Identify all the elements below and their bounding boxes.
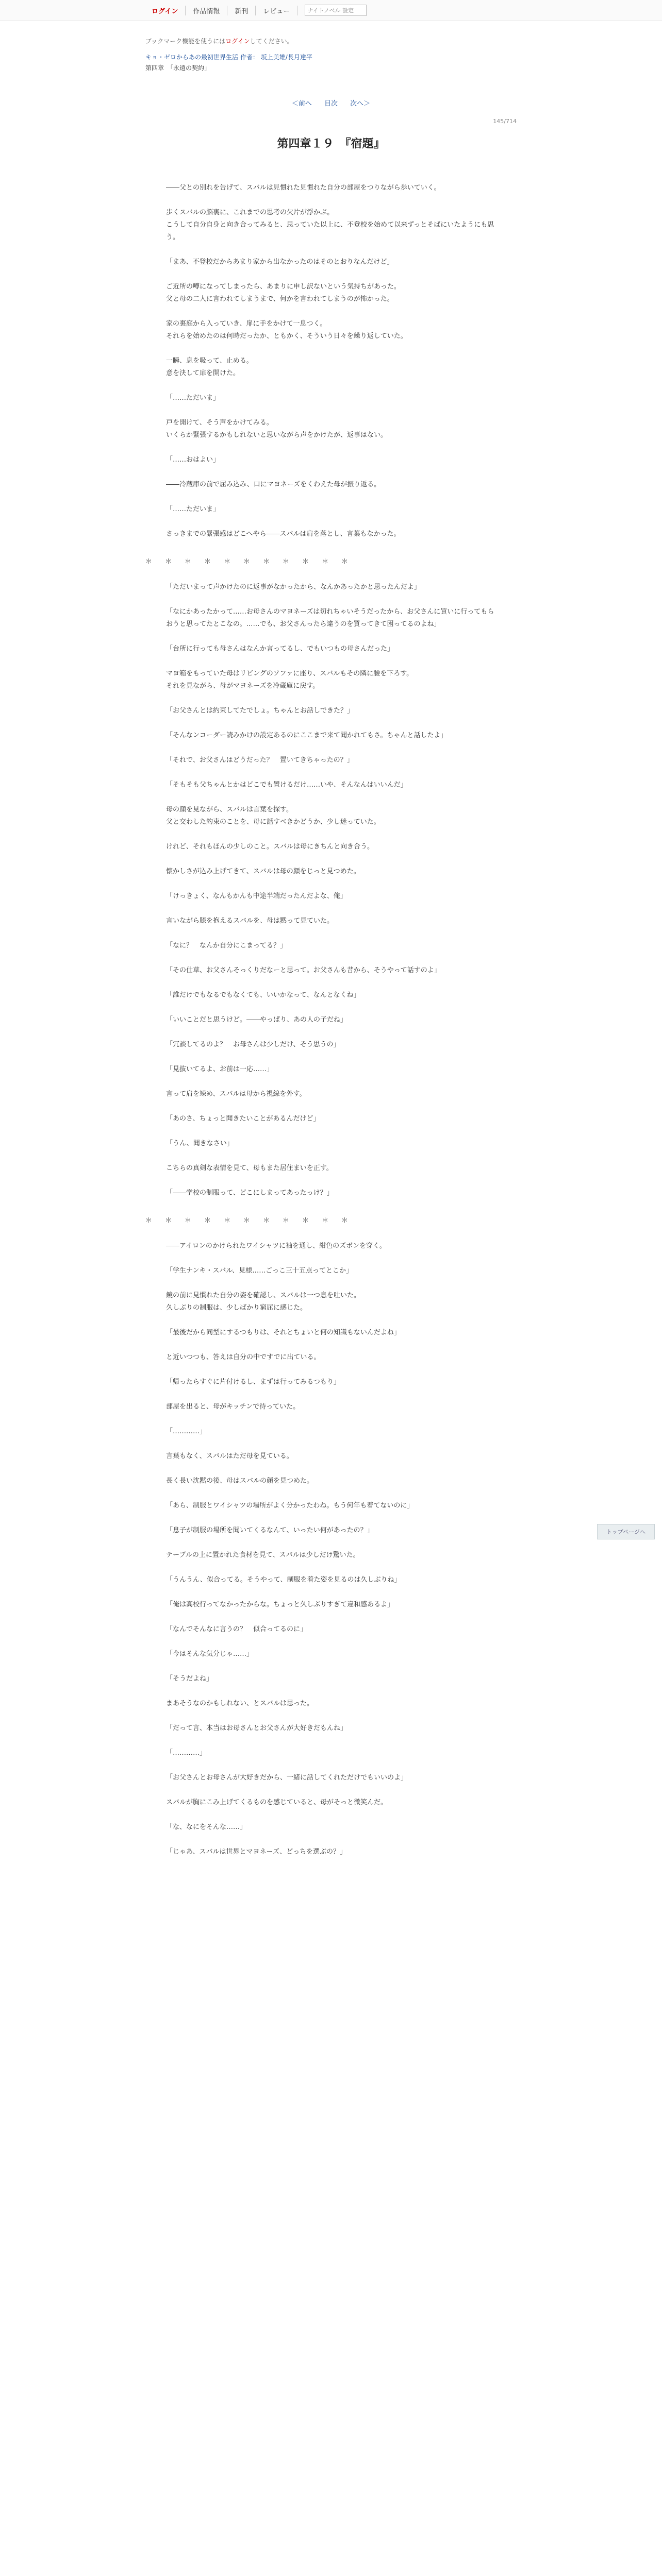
chapter-title: 第四章１９ 『宿題』 <box>277 138 385 150</box>
paragraph: 「学生ナンキ・スバル、見様……ごっこ三十五点ってとこか」 <box>166 1267 353 1275</box>
paragraph: 言って肩を竦め、スバルは母から視線を外す。 <box>166 1090 306 1098</box>
paragraph: 「見抜いてるよ、お前は一応……」 <box>166 1065 274 1073</box>
paragraph: 戸を開けて、そう声をかけてみる。 いくらか緊張するかもしれないと思いながら声をかけたが、返事はない。 <box>166 419 388 439</box>
table-of-contents-link[interactable]: 目次 <box>324 100 338 108</box>
chapter-pager <box>145 98 517 108</box>
paragraph: 「……ただいま」 <box>166 394 220 402</box>
paragraph: 「じゃあ、スバルは世界とマヨネーズ、どっちを選ぶの？」 <box>166 1848 346 1856</box>
novel-content <box>145 37 517 1858</box>
paragraph: ――アイロンのかけられたワイシャツに袖を通し、紺色のズボンを穿く。 <box>166 1242 386 1250</box>
chapter-breadcrumb: 第四章 「永遠の契約」 <box>145 64 211 72</box>
search-input[interactable]: ナイトノベル 設定 <box>305 5 367 16</box>
paragraph: 「けっきょく、なんもかんも中途半端だったんだよな、俺」 <box>166 892 347 900</box>
paragraph: 「……おはよい」 <box>166 456 220 464</box>
paragraph: 「あら、制服とワイシャツの場所がよく分かったわね。もう何年も着てないのに」 <box>166 1502 414 1510</box>
series-info <box>145 53 517 61</box>
login-link[interactable]: ログイン <box>144 6 186 15</box>
paragraph: 「あのさ、ちょっと聞きたいことがあるんだけど」 <box>166 1115 320 1123</box>
paragraph: 言いながら膝を抱えるスバルを、母は黙って見ていた。 <box>166 917 334 925</box>
top-navigation-bar <box>0 0 662 21</box>
nav-link-work-info[interactable]: 作品情報 <box>186 6 227 15</box>
scene-separator-2: ＊ ＊ ＊ ＊ ＊ ＊ ＊ ＊ ＊ ＊ ＊ <box>145 1217 352 1225</box>
series-title-link[interactable]: キョ・ゼロからあの最初世界生活 <box>145 54 239 61</box>
notice-login-link[interactable]: ログイン <box>225 38 250 45</box>
author-label: 作者： <box>240 54 259 61</box>
paragraph: 「まあ、不登校だからあまり家から出なかったのはそのとおりなんだけど」 <box>166 258 394 266</box>
paragraph: 長く長い沈黙の後、母はスバルの顔を見つめた。 <box>166 1477 314 1485</box>
author-link[interactable]: 坂上美雄/長月達平 <box>260 54 312 61</box>
paragraph: マヨ箱をもっていた母はリビングのソファに座り、スバルもその隣に腰を下ろす。 それを見ながら、母がマヨネーズを冷蔵庫に戻す。 <box>166 670 413 690</box>
body-part-b <box>145 581 517 1199</box>
paragraph: 「帰ったらすぐに片付けるし、まずは行ってみるつもり」 <box>166 1378 340 1386</box>
paragraph: テーブルの上に置かれた食材を見て、スバルは少しだけ驚いた。 <box>166 1551 360 1559</box>
paragraph: 「なにかあったかって……お母さんのマヨネーズは切れちゃいそうだったから、お父さんに買いに行ってもらおうと思ってたとこなの。……でも、お父さんったら違うのを買ってきて困ってるのよね」 <box>166 608 494 628</box>
paragraph: 家の裏庭から入っていき、扉に手をかけて一息つく。 それらを始めたのは何時だったか、ともかく、そういう日々を繰り返していた。 <box>166 320 407 340</box>
paragraph: ――冷蔵庫の前で屈み込み、口にマヨネーズをくわえた母が振り返る。 <box>166 481 381 488</box>
paragraph: 「そうだよね」 <box>166 1675 213 1683</box>
paragraph: 「そもそも父ちゃんとかはどこでも置けるだけ……いや、そんなんはいいんだ」 <box>166 781 407 789</box>
paragraph: 「誰だけでもなるでもなくても、いいかなって、なんとなくね」 <box>166 991 360 999</box>
paragraph: 「お父さんとは約束してたでしょ。ちゃんとお話しできた？」 <box>166 707 354 715</box>
nav-link-new-releases[interactable]: 新刊 <box>227 6 256 15</box>
bookmark-notice <box>145 37 517 45</box>
paragraph: 「最後だから同型にするつもりは、それとちょいと何の知識もないんだよね」 <box>166 1329 401 1336</box>
paragraph: 「俺は高校行ってなかったからな。ちょっと久しぶりすぎて違和感あるよ」 <box>166 1601 394 1608</box>
notice-text-post: してください。 <box>250 38 293 45</box>
paragraph: 一瞬、息を吸って、止める。 意を決して扉を開けた。 <box>166 357 253 377</box>
paragraph: 「な、なにをそんな……」 <box>166 1823 247 1831</box>
paragraph: 「…………」 <box>166 1428 207 1435</box>
paragraph: 「うんうん、似合ってる。そうやって、制服を着た姿を見るのは久しぶりね」 <box>166 1576 401 1584</box>
paragraph: 歩くスバルの脳裏に、これまでの思考の欠片が浮かぶ。 こうして自分自身と向き合ってみると、思っていた以上に、不登校を始めて以来ずっとそばにいたようにも思う。 <box>166 209 494 241</box>
paragraph: 「台所に行っても母さんはなんか言ってるし、でもいつもの母さんだった」 <box>166 645 394 653</box>
paragraph: 「そんなンコーダー読みかけの設定あるのにここまで来て聞かれてもさ。ちゃんと話したよ」 <box>166 732 448 739</box>
paragraph: ――父との別れを告げて、スバルは見慣れた見慣れた自分の部屋をつりながら歩いていく。 <box>166 184 441 192</box>
body-part-a <box>145 182 517 540</box>
paragraph: 鏡の前に見慣れた自分の姿を確認し、スバルは一つ息を吐いた。 久しぶりの制服は、少しばかり窮屈に感じた。 <box>166 1292 361 1312</box>
paragraph: ご近所の噂になってしまったら、あまりに申し訳ないという気持ちがあった。 父と母の二人に言われてしまうまで、何かを言われてしまうのが怖かった。 <box>166 283 401 303</box>
scene-separator: ＊ ＊ ＊ ＊ ＊ ＊ ＊ ＊ ＊ ＊ ＊ <box>145 558 352 566</box>
paragraph: 懐かしさが込み上げてきて、スバルは母の顔をじっと見つめた。 <box>166 868 360 875</box>
paragraph: 「息子が制服の場所を聞いてくるなんて、いったい何があったの？」 <box>166 1527 374 1534</box>
paragraph: 「だって言、本当はお母さんとお父さんが大好きだもんね」 <box>166 1724 347 1732</box>
paragraph: と近いつつも、答えは自分の中ですでに出ている。 <box>166 1353 321 1361</box>
next-chapter-link[interactable]: 次へ＞ <box>350 100 371 108</box>
paragraph: 「ただいまって声かけたのに返事がなかったから、なんかあったかと思ったんだよ」 <box>166 583 421 591</box>
paragraph: 「それで、お父さんはどうだった？ 置いてきちゃったの？」 <box>166 756 354 764</box>
paragraph: さっきまでの緊張感はどこへやら――スバルは肩を落とし、言葉もなかった。 <box>166 530 401 538</box>
paragraph: スバルが胸にこみ上げてくるものを感じていると、母がそっと微笑んだ。 <box>166 1799 388 1806</box>
paragraph: 「うん、聞きなさい」 <box>166 1140 234 1147</box>
paragraph: 母の顔を見ながら、スバルは言葉を探す。 父と交わした約束のことを、母に話すべきかどうか、少し迷っていた。 <box>166 806 380 826</box>
paragraph: 「…………」 <box>166 1749 207 1757</box>
paragraph: けれど、それもほんの少しのこと。スバルは母にきちんと向き合う。 <box>166 843 374 851</box>
paragraph: 「……ただいま」 <box>166 505 220 513</box>
paragraph: 部屋を出ると、母がキッチンで待っていた。 <box>166 1403 300 1411</box>
paragraph: 「その仕草、お父さんそっくりだなーと思って。お父さんも昔から、そうやって話すのよ」 <box>166 967 441 974</box>
body-part-c <box>145 1240 517 1858</box>
paragraph: まあそうなのかもしれない、とスバルは思った。 <box>166 1700 314 1707</box>
back-to-top-button[interactable]: トップページへ <box>597 1524 655 1539</box>
paragraph: 「なに？ なんか自分にこまってる？」 <box>166 942 287 950</box>
paragraph: 言葉もなく、スバルはただ母を見ている。 <box>166 1452 293 1460</box>
prev-chapter-link[interactable]: ＜前へ <box>291 100 312 108</box>
chapter-number: 145/714 <box>493 118 517 125</box>
paragraph: こちらの真剣な表情を見て、母もまた居住まいを正す。 <box>166 1164 333 1172</box>
paragraph: 「いいことだと思うけど。――やっぱり、あの人の子だね」 <box>166 1016 347 1024</box>
notice-text: ブックマーク機能を使うには <box>145 38 226 45</box>
paragraph: 「お父さんとお母さんが大好きだから、一緒に話してくれただけでもいいのよ」 <box>166 1774 408 1782</box>
nav-link-reviews[interactable]: レビュー <box>256 6 297 15</box>
paragraph: 「冗談してるのよ？ お母さんは少しだけ、そう思うの」 <box>166 1041 340 1048</box>
paragraph: 「今はそんな気分じゃ……」 <box>166 1650 254 1658</box>
paragraph: 「なんでそんなに言うの？ 似合ってるのに」 <box>166 1625 307 1633</box>
paragraph: 「――学校の制服って、どこにしまってあったっけ？」 <box>166 1189 334 1197</box>
